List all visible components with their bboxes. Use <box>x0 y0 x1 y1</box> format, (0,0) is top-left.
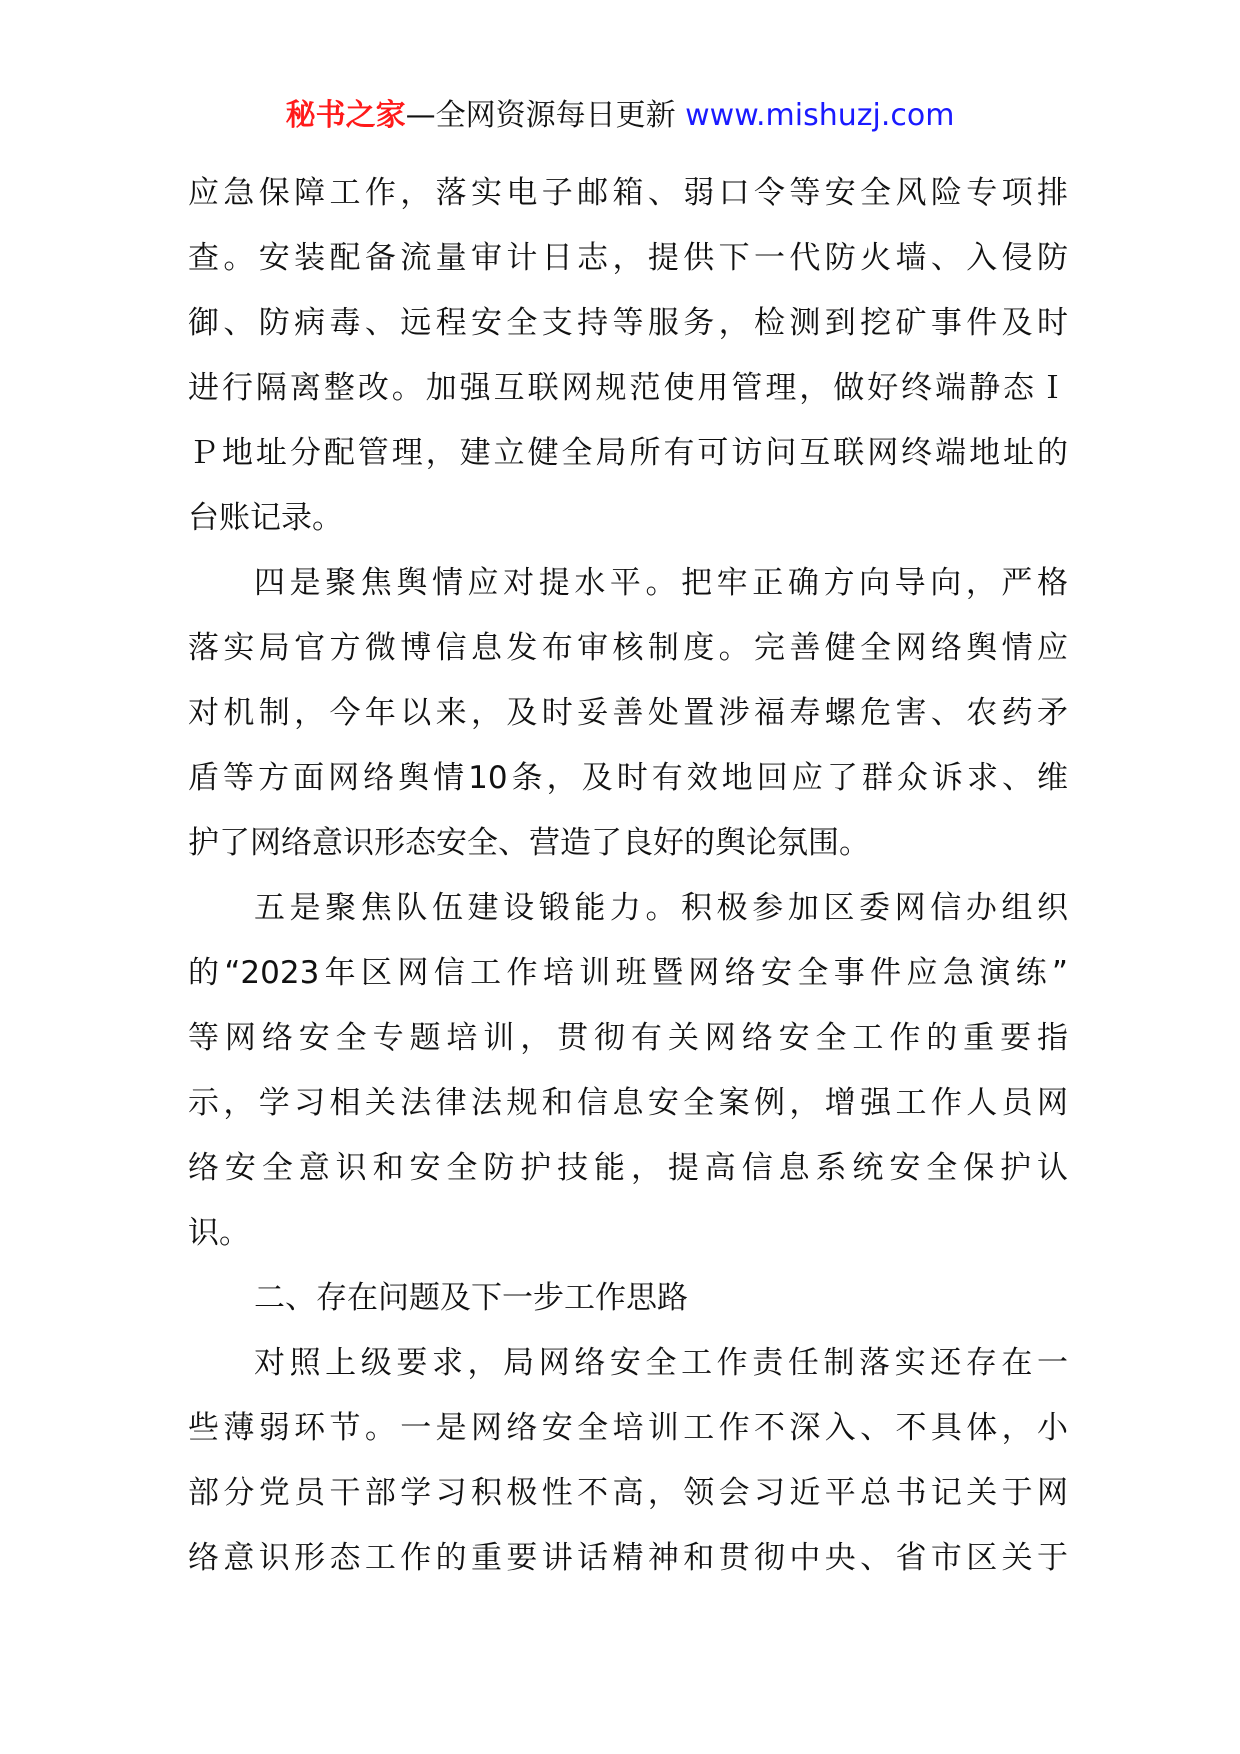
site-header <box>0 96 1240 136</box>
text-line: 台账记录。 <box>188 500 343 536</box>
paragraph-start: 四是聚焦舆情应对提水平。把牢正确方向导向，严格 <box>254 565 1068 601</box>
document-body <box>188 161 1068 1591</box>
text-line: 络意识形态工作的重要讲话精神和贯彻中央、省市区关于 <box>188 1540 1068 1576</box>
text-line: 落实局官方微博信息发布审核制度。完善健全网络舆情应 <box>188 630 1068 666</box>
paragraph-start: 五是聚焦队伍建设锻能力。积极参加区委网信办组织 <box>254 890 1068 926</box>
text-line: 御、防病毒、远程安全支持等服务，检测到挖矿事件及时 <box>188 305 1068 341</box>
text-line: 对机制，今年以来，及时妥善处置涉福寿螺危害、农药矛 <box>188 695 1068 731</box>
brand-name: 秘书之家 <box>285 98 406 133</box>
text-line: 应急保障工作，落实电子邮箱、弱口令等安全风险专项排 <box>188 175 1068 211</box>
text-line: 查。安装配备流量审计日志，提供下一代防火墙、入侵防 <box>188 240 1068 276</box>
text-line: 的“2023年区网信工作培训班暨网络安全事件应急演练” <box>188 955 1068 991</box>
text-line: 等网络安全专题培训，贯彻有关网络安全工作的重要指 <box>188 1020 1068 1056</box>
text-line: 示，学习相关法律法规和信息安全案例，增强工作人员网 <box>188 1085 1068 1121</box>
header-tagline: —全网资源每日更新 <box>405 98 686 133</box>
text-line: 盾等方面网络舆情10条，及时有效地回应了群众诉求、维 <box>188 760 1068 796</box>
text-line: 护了网络意识形态安全、营造了良好的舆论氛围。 <box>188 825 870 861</box>
text-line: 络安全意识和安全防护技能，提高信息系统安全保护认 <box>188 1150 1068 1186</box>
text-line: 部分党员干部学习积极性不高，领会习近平总书记关于网 <box>188 1475 1068 1511</box>
text-line: Ｐ地址分配管理，建立健全局所有可访问互联网终端地址的 <box>188 435 1068 471</box>
site-url-link[interactable]: www.mishuzj.com <box>685 98 955 133</box>
section-heading: 二、存在问题及下一步工作思路 <box>254 1280 688 1316</box>
text-line: 识。 <box>188 1215 250 1251</box>
text-line: 进行隔离整改。加强互联网规范使用管理，做好终端静态Ｉ <box>188 370 1068 406</box>
text-line: 些薄弱环节。一是网络安全培训工作不深入、不具体，小 <box>188 1410 1068 1446</box>
paragraph-start: 对照上级要求，局网络安全工作责任制落实还存在一 <box>254 1345 1068 1381</box>
